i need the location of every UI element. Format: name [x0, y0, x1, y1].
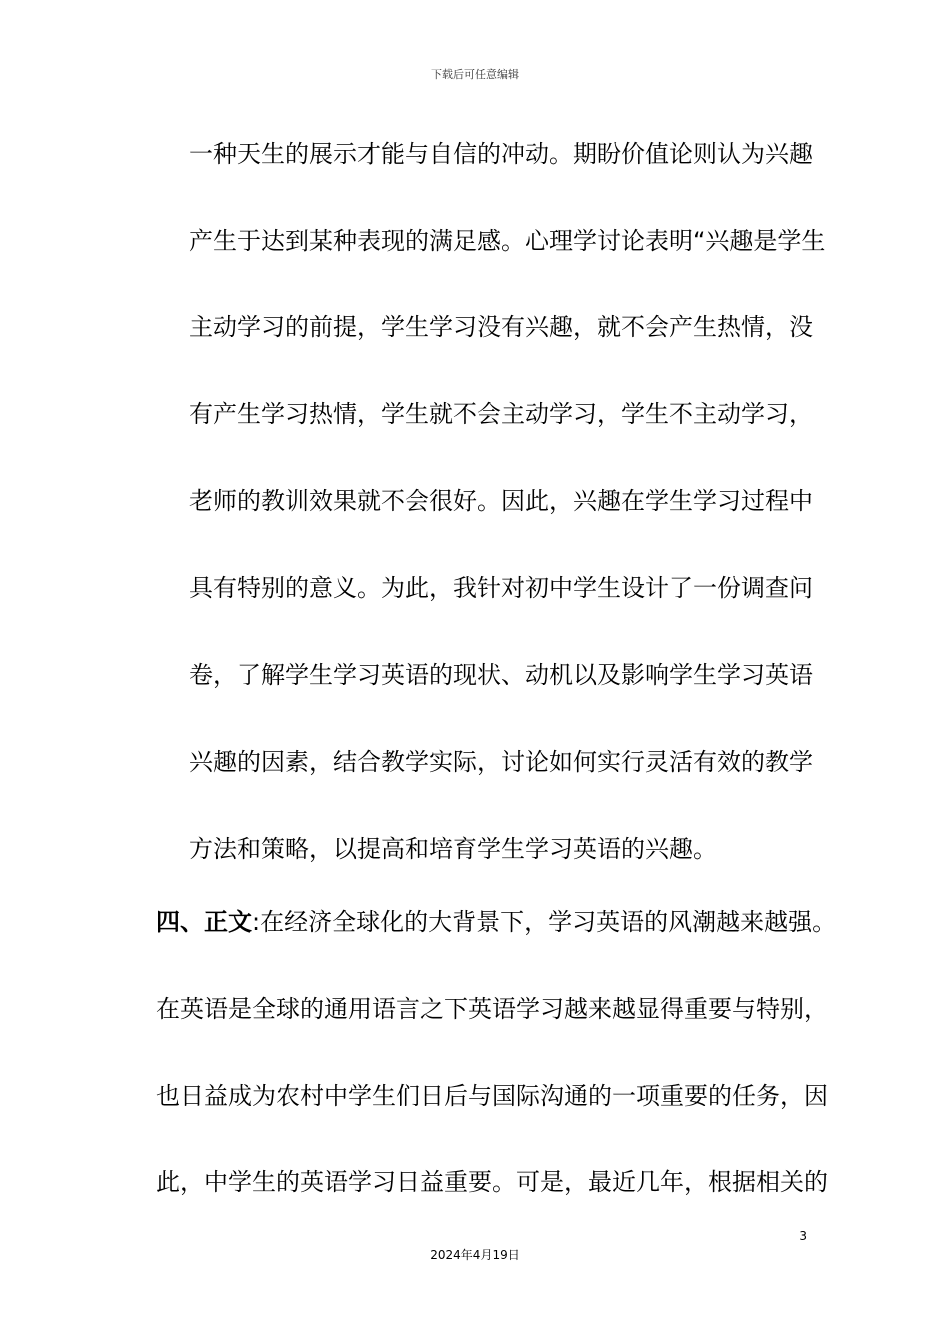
footer-date: 2024年4月19日 — [430, 1248, 520, 1262]
paragraph-line: 卷，了解学生学习英语的现状、动机以及影响学生学习英语 — [189, 661, 813, 689]
paragraph-line: 有产生学习热情，学生就不会主动学习，学生不主动学习， — [189, 400, 813, 428]
paragraph-line: 兴趣的因素，结合教学实际，讨论如何实行灵活有效的教学 — [189, 748, 813, 776]
section-first-line — [156, 907, 836, 937]
paragraph-line: 老师的教训效果就不会很好。因此，兴趣在学生学习过程中 — [189, 487, 813, 515]
page-header: 下载后可任意编辑 — [431, 68, 519, 81]
section-intro-text: :在经济全球化的大背景下，学习英语的风潮越来越强。 — [252, 908, 837, 936]
paragraph-line: 产生于达到某种表现的满足感。心理学讨论表明“兴趣是学生 — [189, 227, 826, 255]
paragraph-line: 也日益成为农村中学生们日后与国际沟通的一项重要的任务，因 — [156, 1082, 828, 1110]
paragraph-line: 主动学习的前提，学生学习没有兴趣，就不会产生热情，没 — [189, 313, 813, 341]
section-heading: 四、正文 — [156, 908, 252, 936]
paragraph-line: 方法和策略，以提高和培育学生学习英语的兴趣。 — [189, 835, 717, 863]
paragraph-line: 此，中学生的英语学习日益重要。可是，最近几年，根据相关的 — [156, 1168, 828, 1196]
paragraph-line: 在英语是全球的通用语言之下英语学习越来越显得重要与特别， — [156, 995, 828, 1023]
page-number: 3 — [799, 1229, 807, 1243]
paragraph-line: 一种天生的展示才能与自信的冲动。期盼价值论则认为兴趣 — [189, 140, 813, 168]
paragraph-line: 具有特别的意义。为此，我针对初中学生设计了一份调查问 — [189, 574, 813, 602]
